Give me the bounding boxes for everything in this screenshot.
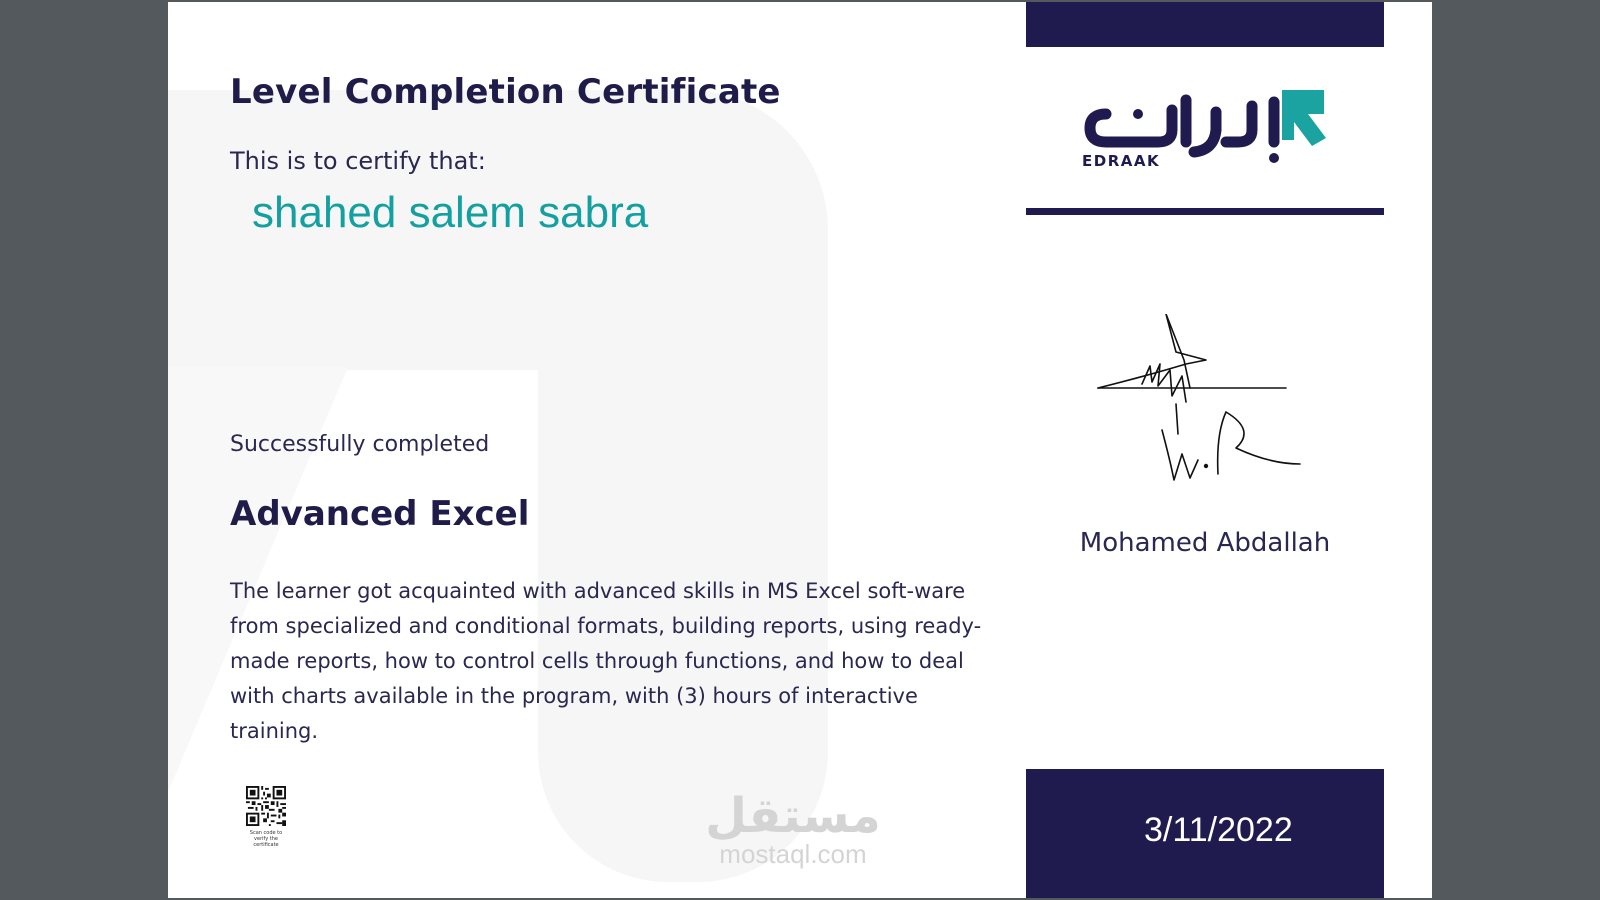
certificate-title: Level Completion Certificate: [230, 72, 781, 112]
watermark: [693, 788, 893, 869]
watermark-english: mostaql.com: [719, 839, 867, 869]
thin-navy-bar: [1026, 208, 1384, 215]
qr-code-icon[interactable]: [246, 786, 286, 826]
signature-image: [1086, 314, 1306, 494]
watermark-arabic: مستقل: [705, 788, 881, 844]
brand-column: [1026, 2, 1384, 898]
logo-english-text: EDRAAK: [1082, 152, 1161, 170]
course-description: The learner got acquainted with advanced skills in MS Excel soft-ware from specialized and conditional formats, building reports, using ready-made reports, how to control cells through functions, and how to deal with charts available in the program, with (3) hours of interactive training.: [230, 579, 982, 743]
qr-caption: Scan code to verify the certificate: [249, 830, 283, 848]
completed-label: Successfully completed: [230, 432, 490, 457]
course-title: Advanced Excel: [230, 494, 530, 534]
signer-name: Mohamed Abdallah: [1079, 528, 1331, 558]
date-box: [1026, 769, 1384, 898]
top-navy-bar: [1026, 2, 1384, 47]
background-shape-bottom: [538, 242, 828, 882]
issue-date: 3/11/2022: [1144, 811, 1293, 849]
certify-line: This is to certify that:: [230, 147, 486, 175]
learner-name: shahed salem sabra: [252, 188, 649, 237]
certificate-page: [168, 2, 1432, 898]
